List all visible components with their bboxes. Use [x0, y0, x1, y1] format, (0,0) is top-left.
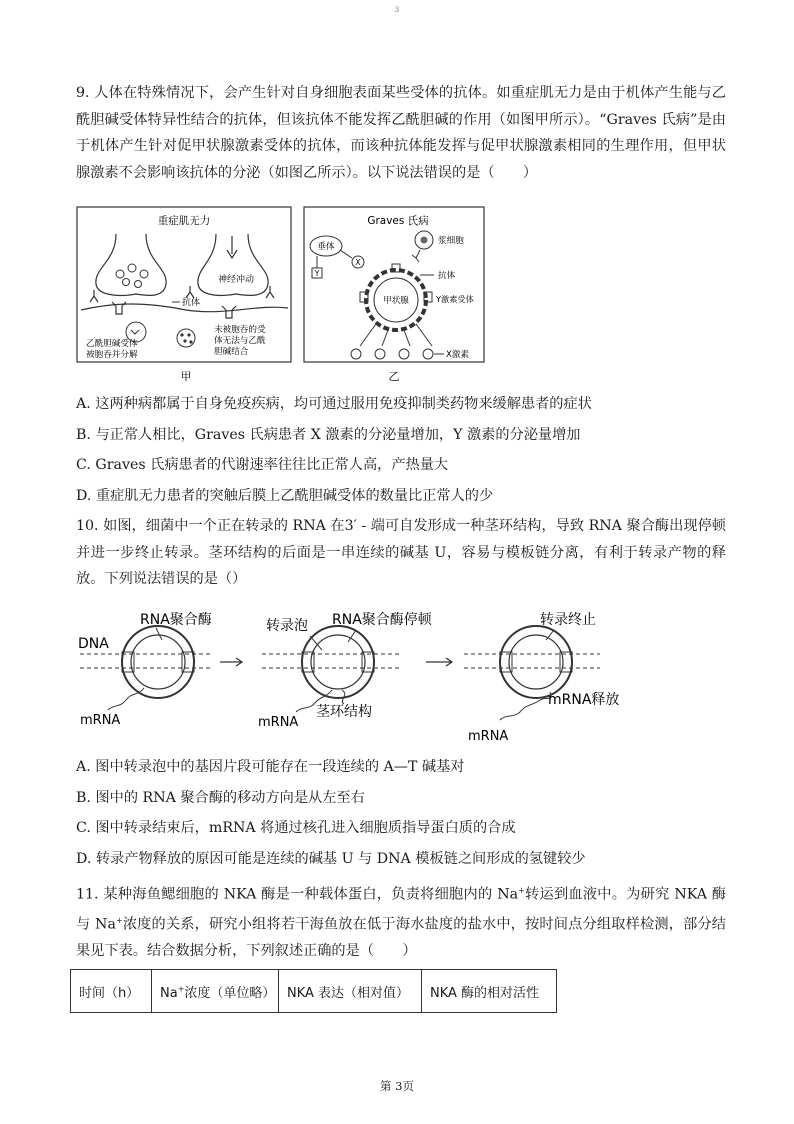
fig10-mrna-release: mRNA释放	[548, 692, 620, 708]
fig-yi-thyroid: 甲状腺	[383, 296, 409, 306]
fig10-mrna-1: mRNA	[80, 713, 121, 728]
q10-panel-3	[464, 612, 619, 744]
fig10-termination: 转录终止	[540, 612, 596, 628]
q10-option-c[interactable]: C. 图中转录结束后，mRNA 将通过核孔进入细胞质指导蛋白质的合成	[76, 820, 516, 836]
q11-stem-a: 11. 某种海鱼鳃细胞的 NKA 酶是一种载体蛋白，负责将细胞内的 Na	[76, 886, 519, 903]
fig-yi-title: Graves 氏病	[367, 215, 429, 227]
question-11	[76, 878, 726, 965]
q10-panel-1	[78, 612, 212, 728]
fig-jia-right-label-3: 胆碱结合	[214, 347, 249, 357]
fig-jia-left-label-2: 被胞吞并分解	[86, 350, 138, 360]
q9-figure	[76, 206, 496, 386]
q10-stem: 10. 如图，细菌中一个正在转录的 RNA 在3′ - 端可自发形成一种茎环结构，导致 RNA 聚合酶出现停顿并进一步终止转录。茎环结构的后面是一串连续的碱基 U，容易与模板链分离，有利于转录产物的释放。下列说法错误的是（）	[76, 518, 726, 587]
fig-jia-caption: 甲	[180, 370, 192, 383]
fig-jia-title: 重症肌无力	[157, 215, 211, 227]
fig-yi-y-receptor: Y激素受体	[436, 294, 474, 304]
fig-jia-left-label-1: 乙酰胆碱受体	[86, 339, 138, 349]
question-9	[76, 80, 726, 186]
q11-sup-2: +	[115, 916, 123, 926]
q10-figure	[70, 600, 650, 748]
fig-yi-caption: 乙	[388, 370, 400, 383]
arrow-icon	[426, 658, 452, 666]
fig-yi-x-mark: X	[355, 258, 361, 267]
figure-yi	[304, 207, 484, 383]
table-header-row	[71, 970, 557, 1013]
table-header-time: 时间（h）	[71, 970, 152, 1013]
fig-jia-right-label-2: 体无法与乙酰	[214, 336, 266, 346]
fig-jia-nerve-impulse: 神经冲动	[217, 275, 255, 285]
fig10-bubble: 转录泡	[266, 618, 308, 634]
q9-option-d[interactable]: D. 重症肌无力患者的突触后膜上乙酰胆碱受体的数量比正常人的少	[76, 487, 494, 504]
fig10-mrna-2: mRNA	[258, 715, 299, 730]
q11-sup-1: +	[518, 886, 525, 895]
q10-option-d[interactable]: D. 转录产物释放的原因可能是连续的碱基 U 与 DNA 模板链之间形成的氢键较少	[76, 850, 586, 867]
fig-jia-antibody-label: 抗体	[182, 298, 201, 308]
table-header-nka-activity: NKA 酶的相对活性	[422, 970, 557, 1013]
q11-stem-c: 浓度的关系，研究小组将若干海鱼放在低于海水盐度的盐水中，按时间点分组取样检测，部分结果见下表。结合数据分析，下列叙述正确的是（ ）	[76, 916, 726, 960]
fig-yi-plasma-cell: 浆细胞	[438, 236, 464, 246]
q11-stem-b: 转运到血液中。为研究 NKA 酶与 Na	[76, 886, 726, 933]
q10-panel-2	[258, 611, 433, 730]
fig-yi-x-hormone: X激素	[446, 350, 470, 360]
fig-yi-antibody: 抗体	[438, 271, 456, 281]
q11-table	[70, 969, 557, 1013]
question-10	[76, 513, 726, 593]
arrow-icon	[220, 658, 242, 666]
q10-options	[76, 752, 726, 874]
q9-stem: 9. 人体在特殊情况下，会产生针对自身细胞表面某些受体的抗体。如重症肌无力是由于机体产生能与乙酰胆碱受体特异性结合的抗体，但该抗体不能发挥乙酰胆碱的作用（如图甲所示）。“Graves 氏病”是由于机体产生针对促甲状腺激素受体的抗体，而该种抗体能发挥与促甲状腺激素相同的生理作用，但甲状腺激素不会影响该抗体的分泌（如图乙所示）。以下说法错误的是（ ）	[76, 85, 726, 181]
fig10-mrna-3: mRNA	[468, 729, 509, 744]
page-top-mark: 3	[394, 6, 400, 14]
q10-option-b[interactable]: B. 图中的 RNA 聚合酶的移动方向是从左至右	[76, 789, 365, 806]
fig10-dna: DNA	[78, 636, 109, 652]
fig10-stem-loop: 茎环结构	[316, 704, 372, 720]
fig10-rna-pol: RNA聚合酶	[140, 612, 212, 628]
table-header-na: Na+浓度（单位略）	[152, 970, 279, 1013]
q10-option-a[interactable]: A. 图中转录泡中的基因片段可能存在一段连续的 A—T 碱基对	[76, 759, 465, 775]
q9-option-b[interactable]: B. 与正常人相比，Graves 氏病患者 X 激素的分泌量增加，Y 激素的分泌量增加	[76, 426, 581, 443]
page-footer: 第 3页	[380, 1079, 414, 1093]
fig-yi-y-box: Y	[314, 269, 320, 278]
table-header-nka-expression: NKA 表达（相对值）	[279, 970, 422, 1013]
q9-option-c[interactable]: C. Graves 氏病患者的代谢速率往往比正常人高，产热量大	[76, 457, 449, 473]
fig10-pol-pause: RNA聚合酶停顿	[332, 612, 432, 628]
fig-yi-pituitary: 垂体	[317, 242, 335, 252]
q11-stem	[76, 878, 726, 965]
q9-option-a[interactable]: A. 这两种病都属于自身免疫疾病，均可通过服用免疫抑制类药物来缓解患者的症状	[76, 396, 592, 412]
fig-jia-right-label-1: 未被胞吞的受	[214, 325, 266, 335]
q9-options	[76, 389, 726, 511]
figure-jia	[77, 207, 291, 383]
